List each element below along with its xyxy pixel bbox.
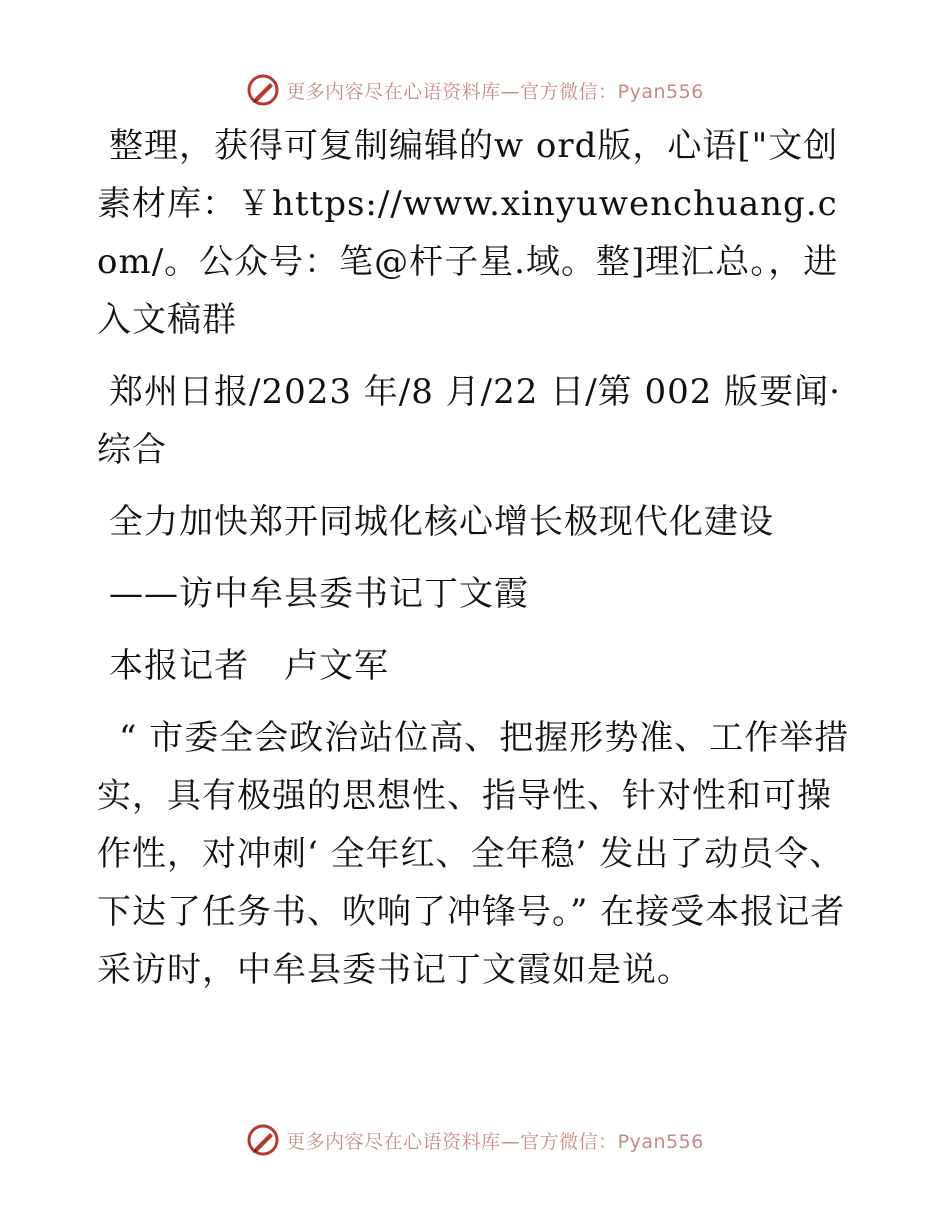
byline: 本报记者 卢文军: [109, 646, 389, 686]
document-body: [97, 117, 857, 1013]
banner-content: [246, 1123, 704, 1157]
body-paragraph: “ 市委全会政治站位高、把握形势准、工作举措实，具有极强的思想性、指导性、针对性和可操作性，对冲刺‘ 全年红、全年稳’ 发出了动员令、下达了任务书、吹响了冲锋号。” 在接受本报记者采访时，中牟县委书记丁文霞如是说。: [97, 718, 850, 990]
subheadline: ——访中牟县委书记丁文霞: [109, 574, 529, 614]
pen-circle-logo-icon: [246, 73, 280, 107]
pen-circle-logo-icon: [246, 1123, 280, 1157]
banner-text: 更多内容尽在心语资料库—官方微信：Pyan556: [286, 1130, 704, 1153]
footer-banner: [0, 1120, 950, 1160]
banner-text: 更多内容尽在心语资料库—官方微信：Pyan556: [286, 80, 704, 103]
banner-content: [246, 73, 704, 107]
source-line: 郑州日报/2023 年/8 月/22 日/第 002 版要闻·综合: [97, 372, 841, 470]
intro-paragraph: 整理，获得可复制编辑的w ord版，心语["文创素材库：￥https://www.xinyuwenchuang.com/。公众号：笔@杆子星.域。整]理汇总。，进入文稿群: [97, 126, 839, 340]
header-banner: [0, 70, 950, 110]
headline: 全力加快郑开同城化核心增长极现代化建设: [109, 502, 774, 542]
